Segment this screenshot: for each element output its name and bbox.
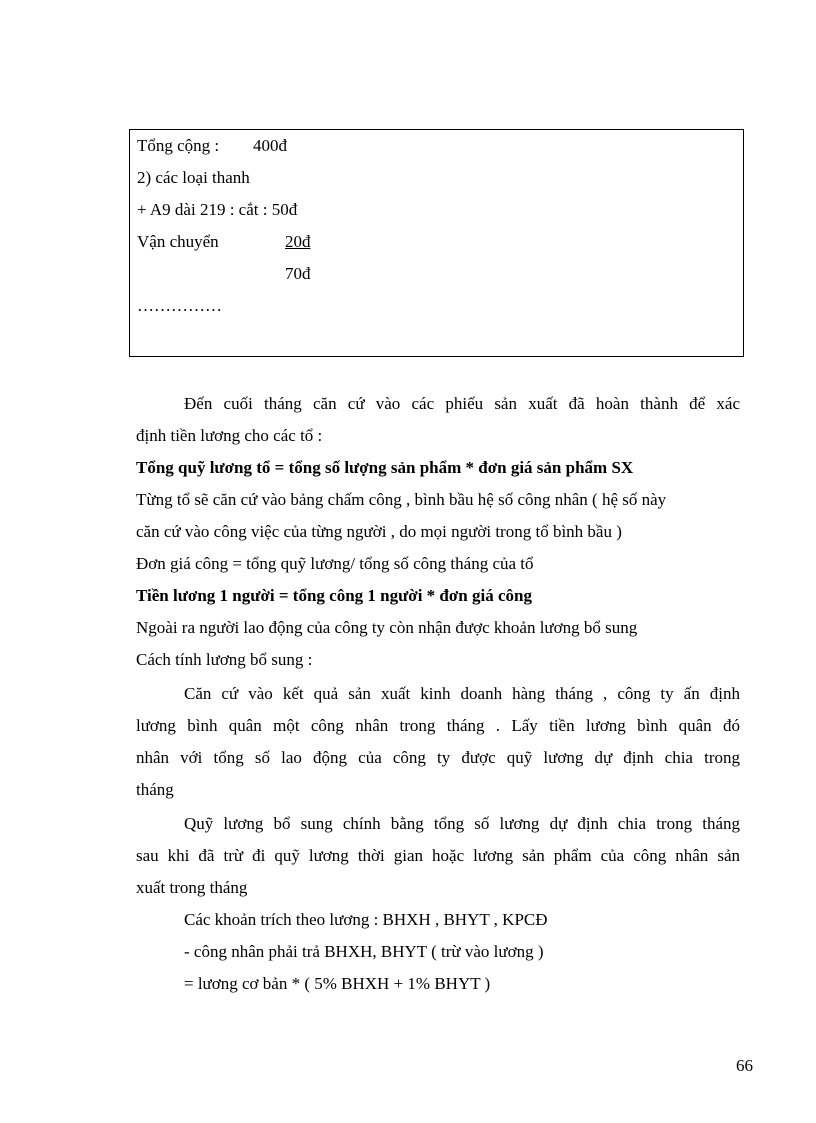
page-number: 66 <box>736 1056 753 1075</box>
formula-team-wage-fund: Tổng quỹ lương tổ = tổng số lượng sản phẩm * đơn giá sản phẩm SX <box>136 458 634 477</box>
subtotal-value: 70đ <box>285 264 311 283</box>
paragraph-7-line-1: Quỹ lương bổ sung chính bằng tổng số lương dự định chia trong tháng <box>184 814 740 833</box>
transport-label: Vận chuyển <box>137 232 219 251</box>
cost-box <box>129 129 744 357</box>
transport-value: 20đ <box>285 232 311 251</box>
paragraph-10: = lương cơ bản * ( 5% BHXH + 1% BHYT ) <box>184 974 491 993</box>
paragraph-5: Cách tính lương bổ sung : <box>136 650 313 669</box>
paragraph-6-line-3: nhân với tổng số lao động của công ty được quỹ lương dự định chia trong <box>136 748 740 767</box>
paragraph-2-line-1: Từng tổ sẽ căn cứ vào bảng chấm công , bình bầu hệ số công nhân ( hệ số này <box>136 490 667 509</box>
paragraph-7-line-3: xuất trong tháng <box>136 878 248 897</box>
ellipsis: …………… <box>137 296 222 315</box>
item-a9: + A9 dài 219 : cắt : 50đ <box>137 200 298 219</box>
paragraph-4: Ngoài ra người lao động của công ty còn nhận được khoản lương bổ sung <box>136 618 638 637</box>
total-value: 400đ <box>253 136 287 155</box>
paragraph-8: Các khoản trích theo lương : BHXH , BHYT , KPCĐ <box>184 910 548 929</box>
section-2-heading: 2) các loại thanh <box>137 168 250 187</box>
total-label: Tổng cộng : <box>137 136 220 155</box>
paragraph-6-line-4: tháng <box>136 780 174 799</box>
paragraph-3: Đơn giá công = tổng quỹ lương/ tổng số công tháng của tổ <box>136 554 534 573</box>
paragraph-7-line-2: sau khi đã trừ đi quỹ lương thời gian hoặc lương sản phẩm của công nhân sản <box>136 846 740 865</box>
paragraph-1-line-2: định tiền lương cho các tổ : <box>136 426 323 445</box>
paragraph-6-line-1: Căn cứ vào kết quả sản xuất kinh doanh hàng tháng , công ty ấn định <box>184 684 740 703</box>
paragraph-6-line-2: lương bình quân một công nhân trong tháng . Lấy tiền lương bình quân đó <box>136 716 740 735</box>
paragraph-1-line-1: Đến cuối tháng căn cứ vào các phiếu sản xuất đã hoàn thành để xác <box>184 394 740 413</box>
formula-personal-wage: Tiền lương 1 người = tổng công 1 người * đơn giá công <box>136 586 532 605</box>
paragraph-2-line-2: căn cứ vào công việc của từng người , do mọi người trong tổ bình bầu ) <box>136 522 622 541</box>
paragraph-9: - công nhân phải trả BHXH, BHYT ( trừ vào lương ) <box>184 942 544 961</box>
